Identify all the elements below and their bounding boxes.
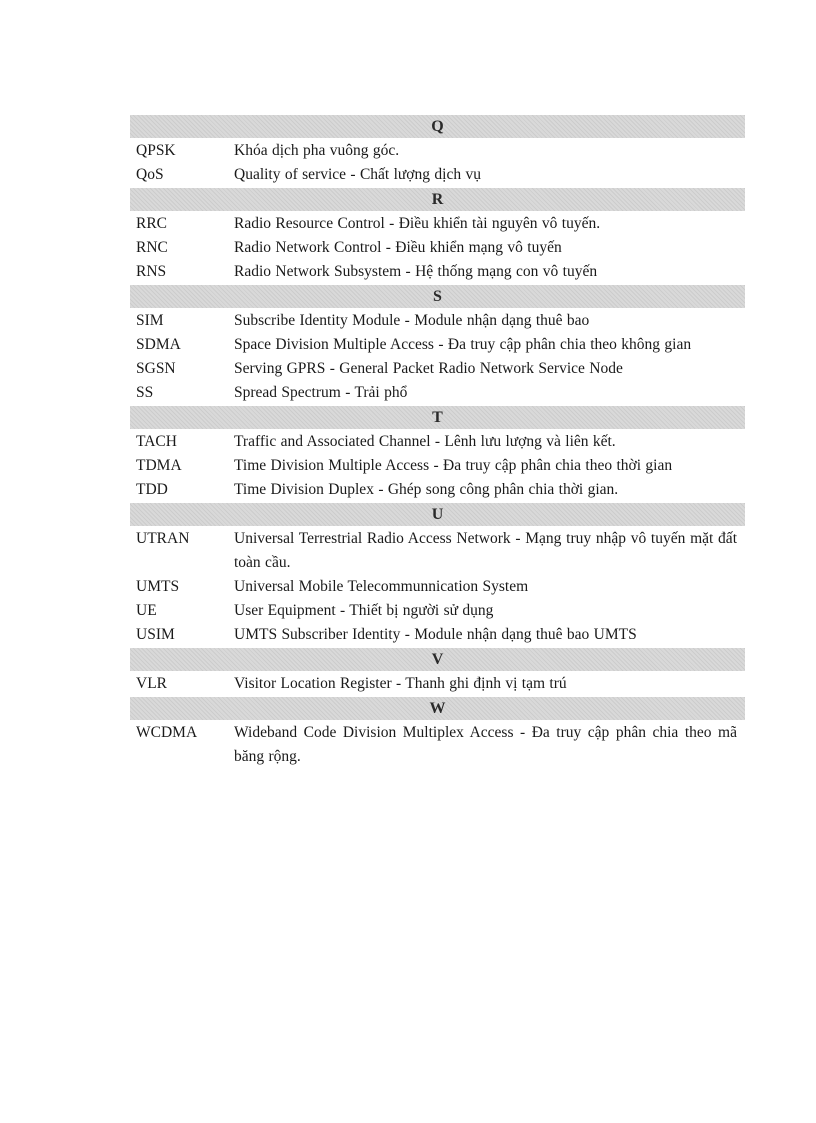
glossary-row	[130, 721, 745, 769]
definition: Wideband Code Division Multiplex Access - Đa truy cập phân chia theo mã băng rộng.	[234, 724, 737, 765]
glossary-row	[130, 599, 745, 623]
abbreviation: VLR	[136, 675, 167, 692]
glossary-row	[130, 478, 745, 502]
glossary-row	[130, 454, 745, 478]
section-header-t: T	[130, 406, 745, 429]
definition: Time Division Multiple Access - Đa truy cập phân chia theo thời gian	[234, 457, 673, 474]
abbreviation: SS	[136, 384, 154, 401]
definition: Radio Resource Control - Điều khiển tài nguyên vô tuyến.	[234, 215, 601, 232]
glossary-row	[130, 623, 745, 647]
abbreviation: UMTS	[136, 578, 180, 595]
abbreviation: RNS	[136, 263, 167, 280]
abbreviation: RNC	[136, 239, 168, 256]
abbreviation: SIM	[136, 312, 164, 329]
abbreviation: RRC	[136, 215, 168, 232]
abbreviation: UTRAN	[136, 530, 190, 547]
section-header-r: R	[130, 188, 745, 211]
definition: Radio Network Subsystem - Hệ thống mạng con vô tuyến	[234, 263, 598, 280]
definition: Khóa dịch pha vuông góc.	[234, 142, 400, 159]
glossary-row	[130, 163, 745, 187]
abbreviation: QPSK	[136, 142, 176, 159]
section-header-w: W	[130, 697, 745, 720]
glossary-row	[130, 309, 745, 333]
glossary-table	[130, 114, 745, 769]
definition: Space Division Multiple Access - Đa truy cập phân chia theo không gian	[234, 336, 692, 353]
glossary-row	[130, 527, 745, 575]
abbreviation: WCDMA	[136, 724, 198, 741]
glossary-row	[130, 212, 745, 236]
definition: Subscribe Identity Module - Module nhận dạng thuê bao	[234, 312, 590, 329]
abbreviation: TDD	[136, 481, 168, 498]
definition: Visitor Location Register - Thanh ghi định vị tạm trú	[234, 675, 567, 692]
definition: Universal Mobile Telecommunnication System	[234, 578, 529, 595]
glossary-row	[130, 236, 745, 260]
abbreviation: UE	[136, 602, 157, 619]
glossary-row	[130, 333, 745, 357]
abbreviation: TDMA	[136, 457, 182, 474]
definition: Spread Spectrum - Trải phổ	[234, 384, 408, 401]
glossary-row	[130, 357, 745, 381]
definition: Radio Network Control - Điều khiển mạng vô tuyến	[234, 239, 562, 256]
abbreviation: SDMA	[136, 336, 181, 353]
glossary-row	[130, 260, 745, 284]
section-header-u: U	[130, 503, 745, 526]
glossary-row	[130, 430, 745, 454]
abbreviation: QoS	[136, 166, 164, 183]
section-header-q: Q	[130, 115, 745, 138]
definition: User Equipment - Thiết bị người sử dụng	[234, 602, 494, 619]
abbreviation: USIM	[136, 626, 175, 643]
definition: UMTS Subscriber Identity - Module nhận dạng thuê bao UMTS	[234, 626, 637, 643]
abbreviation: SGSN	[136, 360, 176, 377]
definition: Traffic and Associated Channel - Lênh lưu lượng và liên kết.	[234, 433, 616, 450]
definition: Serving GPRS - General Packet Radio Network Service Node	[234, 360, 623, 377]
definition: Quality of service - Chất lượng dịch vụ	[234, 166, 481, 183]
glossary-row	[130, 139, 745, 163]
section-header-s: S	[130, 285, 745, 308]
glossary-row	[130, 672, 745, 696]
glossary-row	[130, 381, 745, 405]
definition: Time Division Duplex - Ghép song công phân chia thời gian.	[234, 481, 619, 498]
definition: Universal Terrestrial Radio Access Network - Mạng truy nhập vô tuyến mặt đất toàn cầu.	[234, 530, 737, 571]
abbreviation: TACH	[136, 433, 177, 450]
glossary-row	[130, 575, 745, 599]
section-header-v: V	[130, 648, 745, 671]
